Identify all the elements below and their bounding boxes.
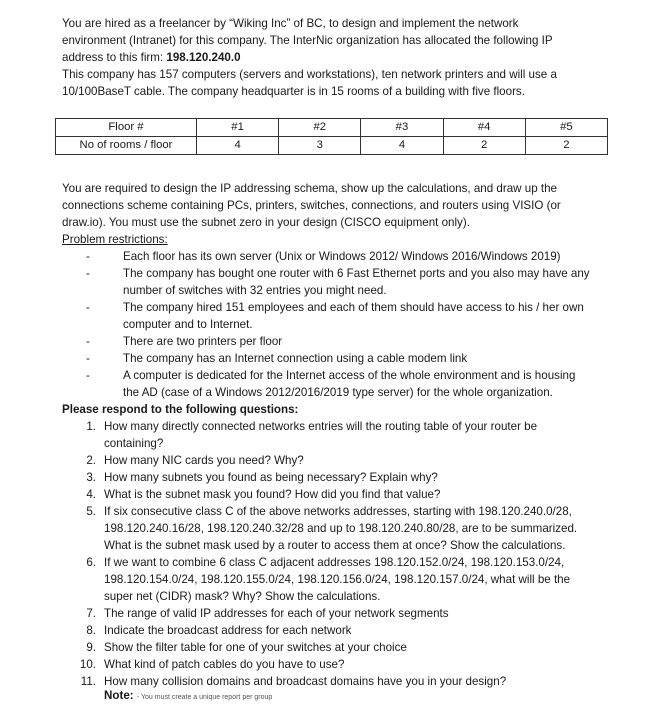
floor-cell: #2 (279, 119, 361, 137)
question-text: If we want to combine 6 class C adjacent addresses 198.120.152.0/24, 198.120.153.0/24, (104, 556, 565, 569)
intro-paragraph (62, 15, 622, 100)
question-item (62, 622, 627, 639)
dash-bullet: - (86, 267, 90, 280)
question-text: How many NIC cards you need? Why? (104, 454, 304, 467)
row-header-rooms: No of rooms / floor (56, 137, 197, 155)
question-text: containing? (104, 437, 164, 450)
requirements-line: You are required to design the IP addressing schema, show up the calculations, and draw up the (62, 182, 557, 195)
intro-line: This company has 157 computers (servers and workstations), ten network printers and will use a (62, 68, 557, 81)
question-item (62, 554, 627, 605)
question-number: 4. (86, 488, 96, 501)
question-number: 6. (86, 556, 96, 569)
restriction-item (62, 265, 627, 299)
question-number: 8. (86, 624, 96, 637)
note-fine-print: - You must create a unique report per group (136, 694, 273, 701)
restriction-text: The company hired 151 employees and each of them should have access to his / her own (123, 301, 584, 314)
restriction-item (62, 248, 627, 265)
dash-bullet: - (86, 335, 90, 348)
restriction-text: computer and to Internet. (123, 318, 253, 331)
restriction-text: Each floor has its own server (Unix or Windows 2012/ Windows 2016/Windows 2019) (123, 250, 561, 263)
question-text: If six consecutive class C of the above networks addresses, starting with 198.120.240.0/28, (104, 505, 572, 518)
question-number: 10. (79, 658, 96, 671)
question-item (62, 605, 627, 622)
question-number: 9. (86, 641, 96, 654)
restriction-item (62, 367, 627, 401)
question-text: Indicate the broadcast address for each network (104, 624, 352, 637)
row-header-floor: Floor # (56, 119, 197, 137)
floor-cell: #5 (525, 119, 607, 137)
question-item (62, 452, 627, 469)
question-text: 198.120.240.16/28, 198.120.240.32/28 and up to 198.120.240.80/28, are to be summarized. (104, 522, 578, 535)
restrictions-list (62, 248, 627, 401)
question-item (62, 486, 627, 503)
question-number: 3. (86, 471, 96, 484)
requirements-section (62, 180, 627, 690)
intro-line (62, 49, 622, 66)
questions-list (62, 418, 627, 690)
restriction-text: The company has bought one router with 6 Fast Ethernet ports and you also may have any (123, 267, 590, 280)
intro-line: You are hired as a freelancer by “Wiking Inc” of BC, to design and implement the network (62, 17, 519, 30)
question-text: 198.120.154.0/24, 198.120.155.0/24, 198.120.156.0/24, 198.120.157.0/24, what will be the (104, 573, 571, 586)
rooms-cell: 2 (525, 137, 607, 155)
requirements-line: connections scheme containing PCs, printers, switches, connections, and routers using VISIO (or (62, 199, 561, 212)
question-text: The range of valid IP addresses for each of your network segments (104, 607, 449, 620)
dash-bullet: - (86, 301, 90, 314)
floor-cell: #4 (443, 119, 525, 137)
question-text: How many subnets you found as being necessary? Explain why? (104, 471, 438, 484)
question-text: How many collision domains and broadcast domains have you in your design? (104, 675, 507, 688)
intro-line: 10/100BaseT cable. The company headquarter is in 15 rooms of a building with five floors. (62, 85, 525, 98)
question-text: What is the subnet mask used by a router to access them at once? Show the calculations. (104, 539, 566, 552)
question-number: 11. (80, 675, 96, 688)
rooms-cell: 2 (443, 137, 525, 155)
requirements-line: draw.io). You must use the subnet zero in your design (CISCO equipment only). (62, 216, 470, 229)
question-text: Show the filter table for one of your switches at your choice (104, 641, 407, 654)
restriction-text: There are two printers per floor (123, 335, 283, 348)
question-text: super net (CIDR) mask? Why? Show the calculations. (104, 590, 381, 603)
floor-rooms-table (55, 118, 608, 155)
question-text: What is the subnet mask you found? How did you find that value? (104, 488, 441, 501)
question-item (62, 418, 627, 452)
rooms-cell: 4 (197, 137, 279, 155)
question-number: 2. (86, 454, 96, 467)
restriction-text: A computer is dedicated for the Internet access of the whole environment and is housing (123, 369, 576, 382)
question-number: 7. (86, 607, 96, 620)
rooms-cell: 4 (361, 137, 443, 155)
questions-title: Please respond to the following questions: (62, 403, 299, 416)
restrictions-title: Problem restrictions: (62, 233, 168, 246)
restriction-item (62, 333, 627, 350)
floor-cell: #3 (361, 119, 443, 137)
question-text: How many directly connected networks entries will the routing table of your router be (104, 420, 538, 433)
question-number: 1. (86, 420, 96, 433)
floor-cell: #1 (197, 119, 279, 137)
note-label: Note: (104, 689, 134, 702)
note-line (104, 687, 272, 706)
network-address: 198.120.240.0 (166, 51, 241, 64)
rooms-cell: 3 (279, 137, 361, 155)
restriction-item (62, 299, 627, 333)
question-text: What kind of patch cables do you have to use? (104, 658, 345, 671)
restriction-text: The company has an Internet connection using a cable modem link (123, 352, 468, 365)
question-item (62, 639, 627, 656)
dash-bullet: - (86, 352, 90, 365)
question-number: 5. (86, 505, 96, 518)
intro-line: environment (Intranet) for this company. The InterNic organization has allocated the following IP (62, 34, 553, 47)
restriction-text: number of switches with 32 entries you might need. (123, 284, 387, 297)
restriction-text: the AD (case of a Windows 2012/2016/2019 type server) for the whole organization. (123, 386, 553, 399)
question-item (62, 469, 627, 486)
table-row-floors (56, 119, 608, 137)
intro-line-prefix: address to this firm: (62, 51, 167, 64)
dash-bullet: - (86, 250, 90, 263)
question-item (62, 503, 627, 554)
dash-bullet: - (86, 369, 90, 382)
table-row-rooms (56, 137, 608, 155)
question-item (62, 656, 627, 673)
restriction-item (62, 350, 627, 367)
